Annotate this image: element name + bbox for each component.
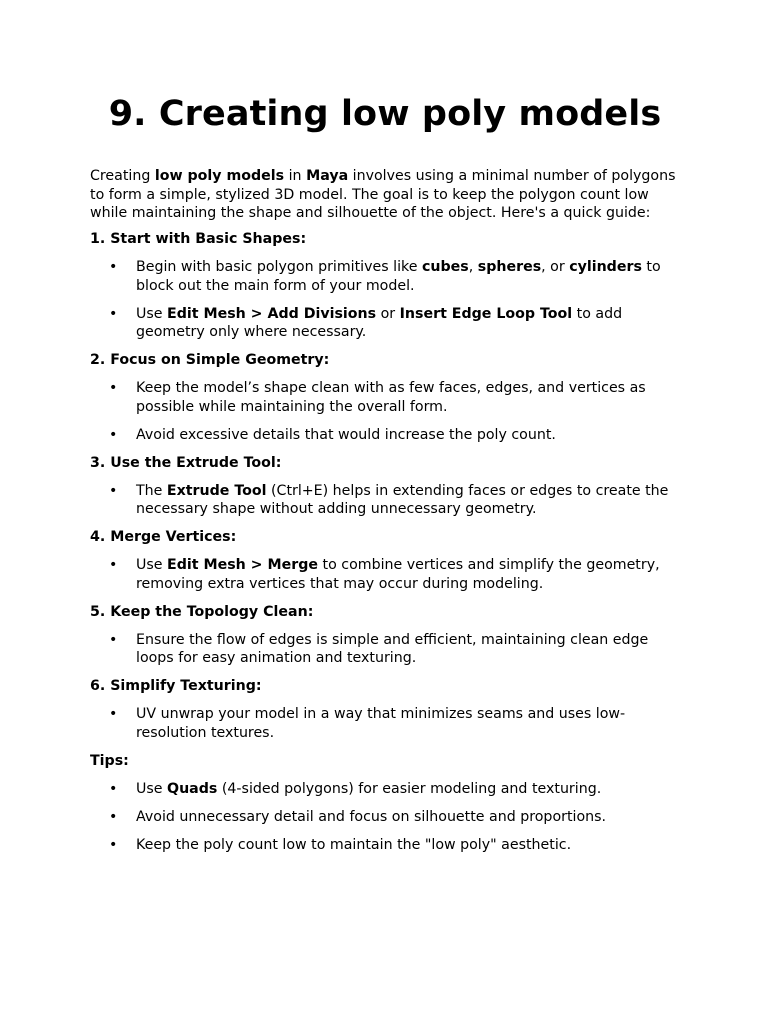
item-bold: Edit Mesh > Merge xyxy=(167,557,319,573)
list-item xyxy=(90,631,680,668)
document-page xyxy=(90,0,680,853)
item-text: Keep the poly count low to maintain the "low poly" aesthetic. xyxy=(136,836,572,853)
section-heading: 3. Use the Extrude Tool: xyxy=(90,454,282,471)
item-bold: Insert Edge Loop Tool xyxy=(399,305,573,322)
item-text: UV unwrap your model in a way that minimizes seams and uses low-resolution textures. xyxy=(136,706,626,741)
bullet-list xyxy=(90,258,680,342)
item-text: Use xyxy=(136,557,168,573)
list-item xyxy=(90,705,680,742)
bullet-list xyxy=(90,705,680,742)
section-heading: 5. Keep the Topology Clean: xyxy=(90,603,314,620)
item-bold: Extrude Tool xyxy=(166,482,267,499)
item-bold: cubes xyxy=(421,259,469,275)
list-item xyxy=(90,379,680,416)
section-heading: 1. Start with Basic Shapes: xyxy=(90,231,307,247)
section-heading: 4. Merge Vertices: xyxy=(90,529,237,545)
item-text: to combine vertices and simplify the geometry, removing extra vertices that may occur during modeling. xyxy=(136,557,660,592)
section-heading: 6. Simplify Texturing: xyxy=(90,678,262,694)
bullet-list xyxy=(90,780,680,855)
section-topology xyxy=(90,603,680,668)
section-texturing xyxy=(90,677,680,742)
page-title: 9. Creating low poly models xyxy=(108,94,662,134)
guide-content xyxy=(90,230,680,854)
list-item xyxy=(90,258,680,295)
item-text: Avoid excessive details that would increase the poly count. xyxy=(136,426,556,443)
intro-paragraph xyxy=(90,167,680,223)
list-item xyxy=(90,556,680,593)
item-bold: spheres xyxy=(477,259,542,275)
item-text: to add geometry only where necessary. xyxy=(136,305,623,340)
bullet-list xyxy=(90,482,680,519)
intro-text: Creating xyxy=(90,168,155,184)
item-text: or xyxy=(376,305,400,322)
item-text: Use xyxy=(136,780,168,797)
item-bold: Edit Mesh > Add Divisions xyxy=(167,305,377,322)
section-tips xyxy=(90,752,680,855)
section-merge-vertices xyxy=(90,528,680,593)
item-text: The xyxy=(136,482,167,499)
item-bold: Quads xyxy=(167,780,218,797)
section-simple-geometry xyxy=(90,351,680,444)
list-item xyxy=(90,482,680,519)
list-item xyxy=(90,780,680,799)
bullet-list xyxy=(90,556,680,593)
bullet-list xyxy=(90,631,680,668)
list-item xyxy=(90,836,680,855)
list-item xyxy=(90,305,680,342)
item-text: Use xyxy=(136,305,168,322)
bullet-list xyxy=(90,379,680,444)
section-start-basic-shapes xyxy=(90,230,680,342)
item-text: , xyxy=(468,259,478,275)
intro-bold: Maya xyxy=(306,168,349,184)
item-text: Ensure the flow of edges is simple and efficient, maintaining clean edge loops for easy animation and texturing. xyxy=(136,631,649,666)
item-text: (Ctrl+E) helps in extending faces or edges to create the necessary shape without adding unnecessary geometry. xyxy=(136,482,669,517)
intro-bold: low poly models xyxy=(154,168,285,184)
intro-text: in xyxy=(284,168,307,184)
section-heading: 2. Focus on Simple Geometry: xyxy=(90,352,330,368)
section-heading: Tips: xyxy=(90,752,129,769)
item-text: Keep the model’s shape clean with as few faces, edges, and vertices as possible while maintaining the overall form. xyxy=(136,380,646,415)
list-item xyxy=(90,426,680,445)
item-text: to block out the main form of your model. xyxy=(136,259,661,294)
list-item xyxy=(90,808,680,827)
item-text: Begin with basic polygon primitives like xyxy=(136,259,422,275)
section-extrude-tool xyxy=(90,454,680,519)
item-text: Avoid unnecessary detail and focus on silhouette and proportions. xyxy=(136,808,607,825)
item-text: (4-sided polygons) for easier modeling and texturing. xyxy=(217,780,602,797)
item-bold: cylinders xyxy=(569,259,642,275)
intro-text: involves using a minimal number of polygons to form a simple, stylized 3D model. The goal is to keep the polygon count low while maintaining the shape and silhouette of the object. Here's a quick guide: xyxy=(90,168,676,221)
item-text: , or xyxy=(541,259,570,275)
